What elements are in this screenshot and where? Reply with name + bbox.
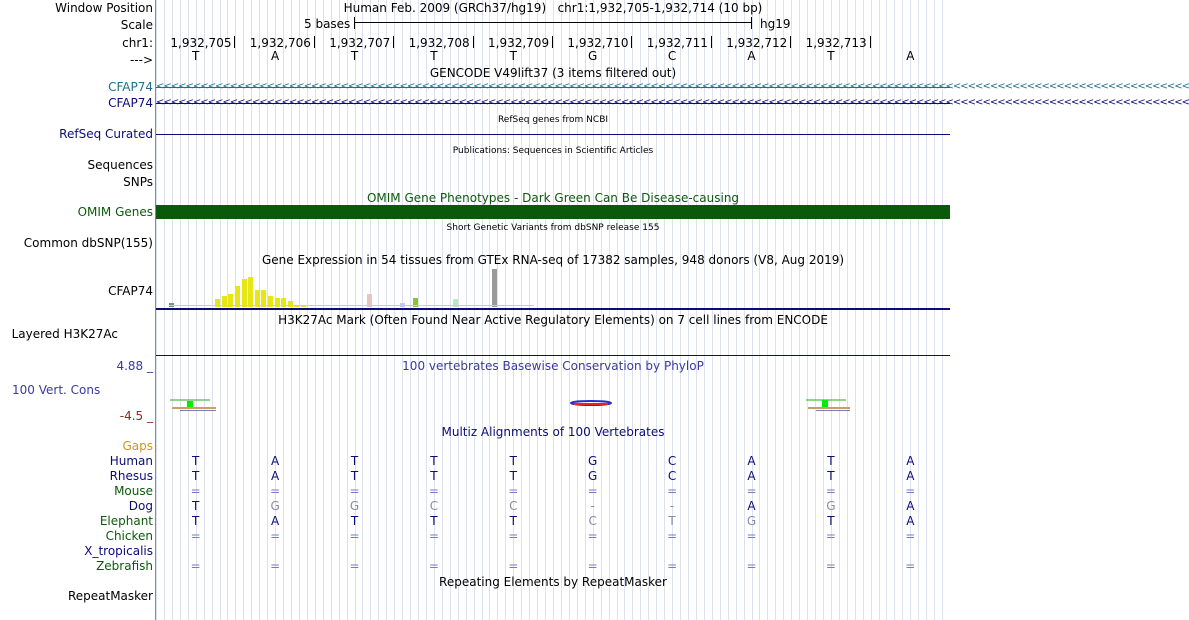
scale-tick-left [354,17,355,29]
ruler-tick [870,36,871,48]
repeatmasker-track-title: Repeating Elements by RepeatMasker [439,575,667,589]
multiz-aligned-base: T [192,454,200,468]
multiz-aligned-base: A [270,514,280,528]
multiz-aligned-base: = [587,559,598,573]
grid-line [728,0,729,620]
cons-glyph-2 [571,401,611,405]
scale-bases-text: 5 bases [304,17,351,31]
grid-line [648,0,649,620]
omim-gene-bar[interactable] [156,205,950,219]
grid-line [617,0,618,620]
multiz-aligned-base: T [430,514,438,528]
grid-line [807,0,808,620]
multiz-aligned-base: = [349,559,360,573]
multiz-aligned-base: = [667,529,678,543]
grid-line [767,0,768,620]
multiz-aligned-base: T [668,514,676,528]
grid-line [815,0,816,620]
multiz-species-label[interactable]: Dog [128,499,153,513]
cons-track-title: 100 vertebrates Basewise Conservation by PhyloP [402,359,704,373]
refseq-track-title: RefSeq genes from NCBI [497,115,609,125]
multiz-aligned-base: T [350,514,359,528]
multiz-aligned-base: = [825,484,836,498]
multiz-aligned-base: A [906,499,915,513]
grid-line [656,0,657,620]
grid-line [847,0,848,620]
grid-line [783,0,784,620]
grid-line [704,0,705,620]
multiz-aligned-base: = [428,529,439,543]
grid-line [926,0,927,620]
grid-line [863,0,864,620]
multiz-aligned-base: T [192,469,200,483]
multiz-aligned-base: = [508,484,519,498]
reference-base: A [906,49,915,63]
grid-line [529,0,530,620]
ruler-position-label: 1,932,711 [646,36,708,50]
multiz-aligned-base: C [667,469,677,483]
multiz-track-title: Multiz Alignments of 100 Vertebrates [441,425,665,439]
ruler-position-label: 1,932,709 [488,36,550,50]
grid-line [688,0,689,620]
ruler-tick [711,36,712,48]
assembly-text: Human Feb. 2009 (GRCh37/hg19) [343,1,547,15]
reference-base: T [192,49,200,63]
gencode-item-label-2[interactable]: CFAP74 [108,96,153,110]
multiz-aligned-base: = [428,484,439,498]
omim-track-label[interactable]: OMIM Genes [77,205,153,219]
multiz-aligned-base: = [587,484,598,498]
multiz-aligned-base: = [825,529,836,543]
multiz-aligned-base: = [905,559,916,573]
multiz-aligned-base: = [667,559,678,573]
window-position-label: Window Position [55,1,153,15]
multiz-aligned-base: G [746,514,757,528]
multiz-aligned-base: T [430,454,438,468]
multiz-aligned-base: T [827,454,835,468]
grid-line [871,0,872,620]
grid-line [291,0,292,620]
grid-line [251,0,252,620]
grid-line [489,0,490,620]
multiz-aligned-base: G [588,469,598,483]
reference-base: T [509,49,517,63]
grid-line [164,0,165,620]
multiz-aligned-base: = [190,484,201,498]
cons-glyphs[interactable] [156,395,950,415]
multiz-aligned-base: C [429,499,439,513]
grid-line [180,0,181,620]
multiz-aligned-base: T [192,514,200,528]
multiz-aligned-base: C [667,454,677,468]
multiz-aligned-base: = [349,484,360,498]
cons-glyph-1 [170,400,216,411]
grid-line [212,0,213,620]
ruler-position-label: 1,932,706 [249,36,311,50]
multiz-aligned-base: T [430,469,438,483]
snps-track-label[interactable]: SNPs [123,175,153,189]
multiz-aligned-base: G [826,499,836,513]
gtex-tissue-bar[interactable] [235,286,240,307]
multiz-aligned-base: G [270,499,280,513]
gtex-track-title: Gene Expression in 54 tissues from GTEx RNA-seq of 17382 samples, 948 donors (V8, Aug 2019) [261,253,845,267]
h3k27ac-track-title: H3K27Ac Mark (Often Found Near Active Regulatory Elements) on 7 cell lines from ENCODE [278,313,828,327]
multiz-aligned-base: A [906,454,915,468]
scale-bar [354,22,751,23]
ruler-tick [552,36,553,48]
position-text: chr1:1,932,705-1,932,714 (10 bp) [557,1,763,15]
multiz-aligned-base: T [350,454,359,468]
grid-line [394,0,395,620]
scale-db-label: hg19 [760,17,791,31]
gtex-tissue-bar[interactable] [492,269,497,307]
omim-track-title: OMIM Gene Phenotypes - Dark Green Can Be Disease-causing [366,191,740,205]
grid-line [315,0,316,620]
h3k27ac-track-label[interactable]: Layered H3K27Ac [11,327,118,341]
multiz-aligned-base: - [590,499,595,513]
grid-line [934,0,935,620]
grid-line [307,0,308,620]
ruler-tick [790,36,791,48]
grid-line [172,0,173,620]
dbsnp-track-title: Short Genetic Variants from dbSNP release 155 [446,223,660,233]
reference-base: T [827,49,835,63]
multiz-aligned-base: T [827,514,835,528]
grid-line [235,0,236,620]
grid-line [553,0,554,620]
ruler-position-label: 1,932,710 [567,36,629,50]
multiz-aligned-base: T [509,454,517,468]
publications-track-title: Publications: Sequences in Scientific Articles [452,146,654,156]
grid-line [942,0,943,620]
ruler-tick [393,36,394,48]
multiz-aligned-base: = [667,484,678,498]
grid-line [696,0,697,620]
grid-line [331,0,332,620]
chrom-label: chr1: [122,36,153,50]
grid-line [474,0,475,620]
grid-line [370,0,371,620]
cons-track-label[interactable]: 100 Vert. Cons [12,383,101,397]
multiz-aligned-base: = [746,529,757,543]
grid-line [497,0,498,620]
multiz-aligned-base: G [349,499,360,513]
scale-label: Scale [120,18,153,32]
multiz-aligned-base: = [746,484,757,498]
grid-line [569,0,570,620]
grid-line [894,0,895,620]
grid-line [156,0,157,620]
grid-line [640,0,641,620]
publications-track-label[interactable]: Sequences [87,158,153,172]
refseq-track-label[interactable]: RefSeq Curated [59,127,153,141]
multiz-aligned-base: T [509,469,517,483]
grid-line [577,0,578,620]
gtex-tissue-bar[interactable] [248,277,253,307]
multiz-aligned-base: C [509,499,518,513]
grid-line [410,0,411,620]
grid-line [450,0,451,620]
grid-line [227,0,228,620]
ruler-position-label: 1,932,712 [726,36,788,50]
multiz-species-label[interactable]: Human [109,454,153,468]
grid-line [632,0,633,620]
multiz-aligned-base: = [428,559,439,573]
multiz-aligned-base: A [270,469,280,483]
multiz-aligned-base: A [906,469,915,483]
grid-line [775,0,776,620]
grid-line [537,0,538,620]
multiz-species-label[interactable]: Elephant [99,514,153,528]
grid-line [545,0,546,620]
multiz-aligned-base: A [906,514,915,528]
multiz-aligned-base: = [270,559,281,573]
grid-line [886,0,887,620]
multiz-aligned-base: = [270,529,281,543]
multiz-aligned-base: = [270,484,281,498]
multiz-aligned-base: T [350,469,359,483]
multiz-aligned-base: A [270,454,280,468]
ruler-tick [473,36,474,48]
multiz-aligned-base: T [827,469,835,483]
gencode-transcript-1-strand-arrows: <<<<<<<<<<<<<<<<<<<<<<<<<<<<<<<<<<<<<<<<<<<<<<<<<<<<<<<<<<<<<<<<<<<<<<<<<<<<<<<<<<<<<<<<<<<<<<<<<<<<<<<<<<<<<<<<<<<<<<<<<<<<<<<<<<<<<<<<<<<< [156,81,1189,92]
grid-line [466,0,467,620]
gencode-track-title: GENCODE V49lift37 (3 items filtered out) [429,66,677,80]
gtex-zero-line [169,305,534,306]
grid-line [458,0,459,620]
ruler-tick [314,36,315,48]
grid-line [561,0,562,620]
dbsnp-track-label[interactable]: Common dbSNP(155) [23,236,153,250]
grid-line [378,0,379,620]
position-title [156,1,950,15]
h3k27ac-baseline [156,355,950,356]
ruler-tick [234,36,235,48]
multiz-aligned-base: - [669,499,675,513]
grid-line [220,0,221,620]
ruler-position-label: 1,932,713 [805,36,867,50]
multiz-aligned-base: A [747,454,756,468]
grid-line [386,0,387,620]
multiz-aligned-base: T [509,514,517,528]
multiz-aligned-base: T [192,499,200,513]
multiz-gaps-label: Gaps [122,439,153,453]
multiz-aligned-base: = [825,559,836,573]
multiz-species-label[interactable]: Mouse [114,484,153,498]
multiz-aligned-base: = [349,529,360,543]
grid-line [402,0,403,620]
grid-line [879,0,880,620]
grid-line [791,0,792,620]
ruler-position-label: 1,932,705 [170,36,232,50]
reference-base: G [588,49,598,63]
scale-tick-right [751,17,752,29]
multiz-aligned-base: = [746,559,757,573]
gtex-track-label[interactable]: CFAP74 [108,284,153,298]
multiz-aligned-base: = [905,529,916,543]
reference-base: C [667,49,677,63]
multiz-aligned-base: A [747,469,756,483]
refseq-gene-line[interactable] [156,134,950,135]
gtex-baseline [156,308,950,310]
grid-line [720,0,721,620]
gencode-item-label-1[interactable]: CFAP74 [108,80,153,94]
grid-line [299,0,300,620]
multiz-species-label[interactable]: Chicken [105,529,153,543]
reference-base: A [270,49,280,63]
multiz-species-label[interactable]: Rhesus [109,469,153,483]
multiz-species-label[interactable]: X_tropicalis [84,544,153,558]
cons-glyph-3 [806,400,850,411]
grid-line [339,0,340,620]
multiz-aligned-base: = [508,559,519,573]
reference-base: T [350,49,359,63]
grid-line [482,0,483,620]
multiz-aligned-base: = [508,529,519,543]
grid-line [799,0,800,620]
grid-line [736,0,737,620]
reference-base: A [747,49,756,63]
grid-line [712,0,713,620]
multiz-aligned-base: C [588,514,597,528]
cons-max-label: 4.88 _ [116,359,153,373]
repeatmasker-track-label[interactable]: RepeatMasker [67,589,153,603]
multiz-aligned-base: = [587,529,598,543]
multiz-aligned-base: = [905,484,916,498]
grid-line [609,0,610,620]
multiz-aligned-base: A [747,499,756,513]
reference-base: T [430,49,438,63]
grid-line [855,0,856,620]
grid-line [418,0,419,620]
ruler-tick [631,36,632,48]
multiz-aligned-base: G [588,454,598,468]
strand-label: ---> [129,53,153,67]
ruler-position-label: 1,932,707 [329,36,391,50]
grid-line [624,0,625,620]
label-column-divider [155,0,156,620]
grid-line [323,0,324,620]
multiz-species-label[interactable]: Zebrafish [96,559,153,573]
grid-line [259,0,260,620]
grid-line [243,0,244,620]
ruler-position-label: 1,932,708 [408,36,470,50]
cons-min-label: -4.5 _ [119,409,153,423]
multiz-aligned-base: = [190,559,201,573]
gencode-transcript-2-strand-arrows: <<<<<<<<<<<<<<<<<<<<<<<<<<<<<<<<<<<<<<<<<<<<<<<<<<<<<<<<<<<<<<<<<<<<<<<<<<<<<<<<<<<<<<<<<<<<<<<<<<<<<<<<<<<<<<<<<<<<<<<<<<<<<<<<<<<<<<<<<<<< [156,97,1189,108]
gtex-tissue-bar[interactable] [242,279,247,308]
multiz-aligned-base: = [190,529,201,543]
